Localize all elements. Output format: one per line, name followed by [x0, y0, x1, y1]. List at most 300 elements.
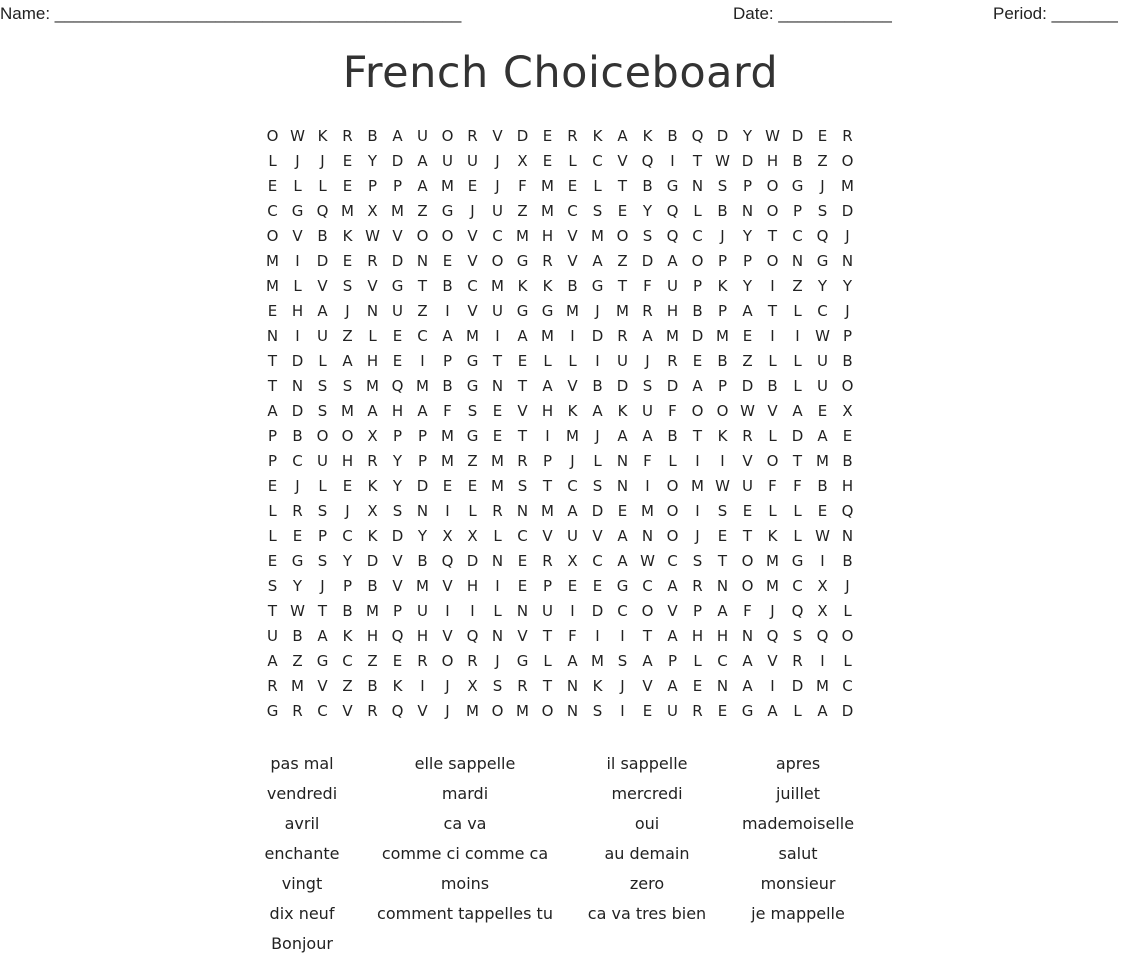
grid-letter: P [542, 577, 553, 595]
grid-letter: R [542, 252, 553, 270]
word-list-item: Bonjour [271, 934, 333, 953]
grid-letter: B [292, 627, 303, 645]
grid-letter: R [642, 302, 653, 320]
grid-letter: N [841, 527, 854, 545]
grid-letter: I [470, 602, 475, 620]
grid-letter: M [766, 577, 779, 595]
grid-letter: I [570, 327, 575, 345]
grid-letter: U [317, 327, 328, 345]
grid-letter: V [442, 627, 453, 645]
grid-letter: V [467, 302, 478, 320]
grid-letter: O [491, 702, 504, 720]
grid-letter: A [792, 402, 803, 420]
grid-letter: Z [342, 327, 353, 345]
grid-letter: S [592, 702, 603, 720]
grid-letter: L [793, 352, 802, 370]
grid-letter: T [767, 302, 778, 320]
grid-letter: G [266, 702, 279, 720]
grid-letter: M [591, 227, 604, 245]
grid-letter: V [517, 627, 528, 645]
grid-letter: G [616, 577, 629, 595]
grid-letter: A [417, 402, 428, 420]
grid-letter: J [295, 152, 300, 170]
word-list-item: comment tappelles tu [377, 904, 553, 923]
grid-letter: P [267, 427, 278, 445]
grid-letter: D [591, 327, 604, 345]
grid-letter: R [667, 352, 678, 370]
grid-letter: O [841, 377, 854, 395]
grid-letter: A [567, 502, 578, 520]
word-list-item: je mappelle [751, 904, 845, 923]
grid-letter: I [720, 452, 725, 470]
grid-letter: X [817, 602, 828, 620]
page-title: French Choiceboard [342, 48, 779, 98]
grid-letter: Z [517, 202, 528, 220]
grid-letter: T [542, 627, 553, 645]
grid-letter: L [793, 377, 802, 395]
grid-letter: O [741, 552, 754, 570]
grid-letter: M [816, 677, 829, 695]
grid-letter: F [668, 402, 677, 420]
grid-letter: H [366, 627, 379, 645]
grid-letter: E [642, 702, 653, 720]
grid-letter: T [692, 152, 703, 170]
grid-letter: V [617, 152, 628, 170]
grid-letter: R [692, 577, 703, 595]
grid-letter: K [717, 277, 728, 295]
grid-letter: M [266, 252, 279, 270]
grid-letter: X [442, 527, 453, 545]
grid-letter: O [616, 227, 629, 245]
grid-letter: M [441, 177, 454, 195]
grid-row [260, 424, 860, 449]
grid-letter: J [645, 352, 650, 370]
grid-letter: E [742, 502, 753, 520]
grid-letter: V [342, 702, 353, 720]
grid-letter: P [367, 177, 378, 195]
grid-letter: B [792, 152, 803, 170]
grid-letter: G [791, 552, 804, 570]
grid-letter: G [516, 252, 529, 270]
grid-letter: E [717, 527, 728, 545]
grid-letter: L [543, 652, 552, 670]
grid-letter: S [317, 502, 328, 520]
grid-letter: O [841, 627, 854, 645]
grid-letter: U [642, 402, 653, 420]
grid-letter: A [517, 327, 528, 345]
grid-letter: H [541, 402, 554, 420]
grid-letter: G [466, 352, 479, 370]
grid-letter: K [342, 227, 353, 245]
grid-letter: A [742, 302, 753, 320]
grid-letter: K [592, 127, 603, 145]
grid-letter: R [367, 702, 378, 720]
grid-letter: M [691, 477, 704, 495]
grid-letter: R [367, 252, 378, 270]
grid-row [260, 574, 860, 599]
grid-letter: A [317, 627, 328, 645]
grid-letter: M [766, 552, 779, 570]
grid-letter: H [291, 302, 304, 320]
grid-letter: S [492, 677, 503, 695]
grid-letter: G [741, 702, 754, 720]
grid-letter: A [742, 677, 753, 695]
grid-letter: O [741, 577, 754, 595]
grid-letter: R [542, 552, 553, 570]
grid-letter: E [292, 527, 303, 545]
grid-letter: P [842, 327, 853, 345]
grid-letter: M [366, 377, 379, 395]
grid-letter: O [441, 652, 454, 670]
grid-letter: P [392, 177, 403, 195]
grid-letter: U [442, 152, 453, 170]
grid-letter: Z [742, 352, 753, 370]
grid-letter: E [342, 252, 353, 270]
grid-letter: E [617, 502, 628, 520]
grid-letter: D [391, 152, 404, 170]
grid-letter: X [367, 427, 378, 445]
grid-letter: A [667, 677, 678, 695]
grid-letter: P [692, 602, 703, 620]
grid-letter: B [842, 552, 853, 570]
grid-letter: E [267, 177, 278, 195]
grid-letter: L [368, 327, 377, 345]
grid-letter: D [666, 377, 679, 395]
word-list-item: ca va tres bien [587, 904, 707, 923]
grid-letter: V [667, 602, 678, 620]
grid-letter: R [517, 452, 528, 470]
grid-letter: W [815, 527, 830, 545]
grid-letter: Q [791, 602, 804, 620]
grid-letter: T [267, 602, 278, 620]
grid-letter: R [467, 652, 478, 670]
grid-letter: P [392, 602, 403, 620]
grid-letter: Q [641, 152, 654, 170]
grid-letter: G [541, 302, 554, 320]
word-list-item: enchante [264, 844, 340, 863]
grid-letter: E [467, 177, 478, 195]
grid-letter: B [367, 577, 378, 595]
grid-letter: A [667, 577, 678, 595]
grid-letter: R [367, 452, 378, 470]
grid-letter: E [817, 502, 828, 520]
grid-letter: R [617, 327, 628, 345]
grid-letter: L [318, 352, 327, 370]
grid-letter: C [317, 702, 328, 720]
grid-letter: N [616, 477, 629, 495]
grid-letter: H [416, 627, 429, 645]
grid-letter: P [392, 427, 403, 445]
grid-letter: M [416, 577, 429, 595]
grid-letter: V [567, 227, 578, 245]
grid-letter: E [442, 477, 453, 495]
grid-letter: E [517, 352, 528, 370]
grid-letter: Y [342, 552, 353, 570]
grid-letter: T [317, 602, 328, 620]
grid-letter: U [817, 377, 828, 395]
grid-letter: O [491, 252, 504, 270]
grid-letter: X [367, 502, 378, 520]
grid-letter: C [567, 477, 578, 495]
grid-letter: E [267, 552, 278, 570]
word-list-item: avril [284, 814, 320, 833]
grid-letter: M [516, 702, 529, 720]
grid-letter: D [291, 402, 304, 420]
grid-letter: D [616, 377, 629, 395]
grid-letter: B [292, 427, 303, 445]
grid-letter: C [592, 152, 603, 170]
grid-letter: G [591, 277, 604, 295]
grid-letter: H [466, 577, 479, 595]
grid-letter: S [642, 377, 653, 395]
word-list-item: pas mal [270, 754, 334, 773]
grid-letter: Q [391, 377, 404, 395]
grid-letter: B [442, 277, 453, 295]
grid-letter: T [642, 627, 653, 645]
grid-letter: W [715, 152, 730, 170]
grid-letter: A [617, 127, 628, 145]
grid-letter: B [417, 552, 428, 570]
grid-letter: K [642, 127, 653, 145]
grid-letter: T [617, 277, 628, 295]
grid-letter: T [267, 352, 278, 370]
grid-letter: M [666, 327, 679, 345]
grid-letter: M [566, 302, 579, 320]
grid-letter: U [617, 352, 628, 370]
grid-letter: U [467, 152, 478, 170]
grid-letter: K [717, 427, 728, 445]
grid-letter: K [317, 127, 328, 145]
word-list-item: vendredi [266, 784, 338, 803]
grid-letter: Z [467, 452, 478, 470]
grid-row [260, 249, 860, 274]
grid-letter: I [420, 352, 425, 370]
grid-letter: R [292, 702, 303, 720]
grid-letter: A [392, 127, 403, 145]
grid-letter: C [517, 527, 528, 545]
grid-letter: G [516, 302, 529, 320]
grid-letter: R [792, 652, 803, 670]
grid-letter: L [493, 602, 502, 620]
grid-letter: A [542, 377, 553, 395]
grid-letter: B [367, 677, 378, 695]
grid-row [260, 699, 860, 724]
grid-letter: X [817, 577, 828, 595]
grid-letter: A [617, 427, 628, 445]
grid-letter: M [616, 302, 629, 320]
grid-row [260, 124, 860, 149]
grid-letter: T [767, 227, 778, 245]
grid-letter: I [495, 327, 500, 345]
grid-letter: L [843, 602, 852, 620]
grid-letter: M [641, 502, 654, 520]
grid-letter: P [742, 252, 753, 270]
grid-letter: I [670, 152, 675, 170]
grid-letter: D [741, 377, 754, 395]
grid-letter: Z [417, 302, 428, 320]
grid-letter: M [541, 177, 554, 195]
grid-letter: M [816, 452, 829, 470]
grid-letter: W [715, 477, 730, 495]
grid-letter: L [293, 277, 302, 295]
grid-letter: G [441, 202, 454, 220]
grid-letter: L [793, 502, 802, 520]
grid-letter: P [667, 652, 678, 670]
word-search-grid [260, 124, 860, 724]
grid-letter: T [792, 452, 803, 470]
grid-letter: L [668, 452, 677, 470]
grid-letter: Y [817, 277, 828, 295]
grid-letter: Q [666, 227, 679, 245]
grid-letter: N [566, 702, 579, 720]
grid-letter: N [366, 302, 379, 320]
grid-letter: I [620, 627, 625, 645]
grid-letter: J [470, 202, 475, 220]
grid-letter: I [595, 627, 600, 645]
grid-letter: Z [292, 652, 303, 670]
grid-letter: V [742, 452, 753, 470]
grid-letter: S [342, 277, 353, 295]
grid-letter: L [293, 177, 302, 195]
grid-letter: M [466, 702, 479, 720]
grid-letter: M [466, 327, 479, 345]
word-list-item: vingt [281, 874, 323, 893]
grid-letter: I [695, 452, 700, 470]
grid-letter: R [692, 702, 703, 720]
grid-letter: S [392, 502, 403, 520]
grid-letter: M [416, 377, 429, 395]
grid-letter: Y [742, 277, 753, 295]
grid-letter: L [318, 177, 327, 195]
grid-row [260, 449, 860, 474]
grid-letter: L [543, 352, 552, 370]
grid-letter: S [317, 377, 328, 395]
grid-letter: E [542, 152, 553, 170]
grid-letter: J [570, 452, 575, 470]
grid-letter: I [770, 327, 775, 345]
grid-letter: W [365, 227, 380, 245]
grid-letter: V [367, 277, 378, 295]
grid-letter: F [768, 477, 777, 495]
grid-letter: H [766, 152, 779, 170]
grid-letter: R [417, 652, 428, 670]
grid-letter: W [290, 602, 305, 620]
grid-letter: I [595, 352, 600, 370]
grid-letter: Y [392, 452, 403, 470]
grid-letter: B [442, 377, 453, 395]
grid-letter: L [318, 477, 327, 495]
grid-letter: F [643, 277, 652, 295]
grid-letter: T [417, 277, 428, 295]
grid-letter: C [342, 527, 353, 545]
grid-letter: V [517, 402, 528, 420]
grid-letter: A [742, 652, 753, 670]
grid-letter: N [416, 502, 429, 520]
word-list-item: comme ci comme ca [381, 844, 549, 863]
grid-row [260, 149, 860, 174]
grid-letter: N [716, 577, 729, 595]
grid-letter: N [516, 502, 529, 520]
grid-letter: G [666, 177, 679, 195]
grid-row [260, 499, 860, 524]
grid-letter: Y [417, 527, 428, 545]
grid-letter: U [742, 477, 753, 495]
grid-letter: A [267, 402, 278, 420]
grid-letter: L [568, 352, 577, 370]
grid-letter: J [295, 477, 300, 495]
grid-letter: Z [792, 277, 803, 295]
grid-letter: P [317, 527, 328, 545]
grid-row [260, 374, 860, 399]
grid-letter: U [417, 127, 428, 145]
grid-letter: O [441, 227, 454, 245]
grid-letter: T [692, 427, 703, 445]
grid-letter: J [820, 177, 825, 195]
grid-letter: L [568, 152, 577, 170]
grid-letter: U [567, 527, 578, 545]
grid-letter: I [820, 552, 825, 570]
grid-letter: P [792, 202, 803, 220]
grid-letter: E [717, 702, 728, 720]
grid-letter: X [467, 527, 478, 545]
grid-letter: S [317, 402, 328, 420]
grid-letter: C [692, 227, 703, 245]
grid-letter: E [467, 477, 478, 495]
grid-letter: B [342, 602, 353, 620]
grid-letter: N [291, 377, 304, 395]
grid-letter: D [416, 477, 429, 495]
grid-letter: E [267, 477, 278, 495]
grid-letter: R [267, 677, 278, 695]
grid-letter: P [442, 352, 453, 370]
grid-letter: I [445, 302, 450, 320]
grid-letter: U [267, 627, 278, 645]
grid-row [260, 174, 860, 199]
word-list-item: zero [629, 874, 665, 893]
grid-letter: U [492, 302, 503, 320]
grid-letter: M [366, 602, 379, 620]
grid-row [260, 649, 860, 674]
grid-letter: J [695, 527, 700, 545]
grid-letter: M [441, 452, 454, 470]
grid-letter: M [266, 277, 279, 295]
grid-letter: H [541, 227, 554, 245]
grid-letter: V [392, 227, 403, 245]
grid-letter: O [766, 252, 779, 270]
grid-letter: Y [392, 477, 403, 495]
grid-letter: P [717, 302, 728, 320]
grid-letter: O [666, 527, 679, 545]
grid-letter: V [567, 377, 578, 395]
grid-letter: J [495, 152, 500, 170]
grid-letter: M [541, 502, 554, 520]
grid-letter: L [768, 502, 777, 520]
grid-letter: D [841, 202, 854, 220]
grid-letter: Y [642, 202, 653, 220]
grid-letter: Z [617, 252, 628, 270]
grid-letter: V [642, 677, 653, 695]
grid-letter: X [567, 552, 578, 570]
grid-letter: P [742, 177, 753, 195]
grid-letter: T [742, 527, 753, 545]
grid-letter: M [491, 277, 504, 295]
grid-letter: E [267, 302, 278, 320]
grid-letter: O [266, 227, 279, 245]
grid-letter: E [517, 552, 528, 570]
grid-letter: E [842, 427, 853, 445]
grid-letter: O [766, 452, 779, 470]
grid-letter: C [292, 452, 303, 470]
